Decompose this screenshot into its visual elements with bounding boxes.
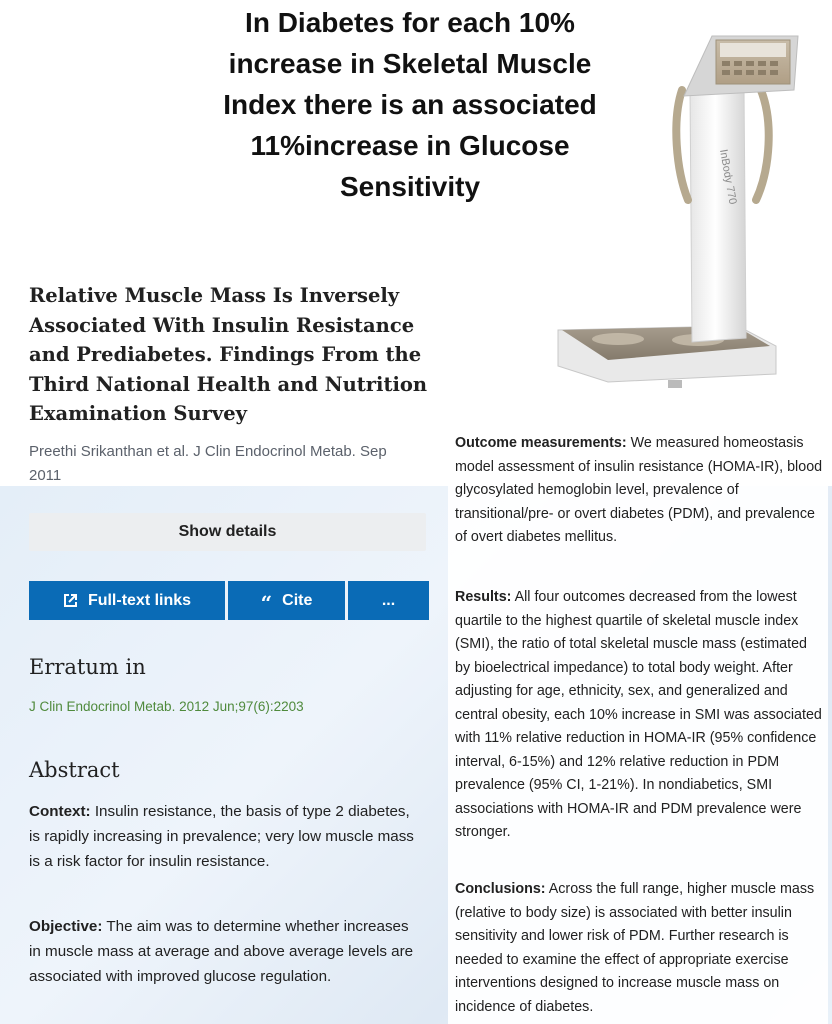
headline: In Diabetes for each 10% increase in Skeletal Muscle Index there is an associated 11%increase in Glucose Sensitivity xyxy=(223,7,597,202)
context-label: Context: xyxy=(29,803,91,820)
conclusions-text: Across the full range, higher muscle mass (relative to body size) is associated with better insulin sensitivity and lower risk of PDM. Further research is needed to examine the effect of appropriate exercise interventions designed to increase muscle mass on incidence of diabetes. xyxy=(455,881,815,1015)
action-buttons xyxy=(29,581,429,620)
body-composition-analyzer-image xyxy=(548,30,808,410)
abstract-results xyxy=(455,586,825,845)
outcome-label: Outcome measurements: xyxy=(455,435,627,451)
objective-text: The aim was to determine whether increases in muscle mass at average and above average levels are associated with improved glucose regulation. xyxy=(29,918,414,985)
conclusions-label: Conclusions: xyxy=(455,881,546,897)
abstract-conclusions xyxy=(455,878,825,1019)
abstract-context xyxy=(29,799,419,874)
device-brand-label: InBody 770 xyxy=(717,148,739,206)
erratum-link[interactable]: J Clin Endocrinol Metab. 2012 Jun;97(6):2203 xyxy=(29,699,304,714)
article-card xyxy=(8,0,436,1024)
results-text: All four outcomes decreased from the lowest quartile to the highest quartile of skeletal muscle index (SMI), the ratio of total skeletal muscle mass (estimated by bioelectrical impedance) to total body weight. After adjusting for age, ethnicity, sex, and generalized and central obesity, each 10% increase in SMI was associated with 11% relative reduction in HOMA-IR (95% confidence interval, 6-15%) and 12% relative reduction in PDM prevalence (95% CI, 1-21%). In nondiabetics, SMI associations with HOMA-IR and PDM prevalence were stronger. xyxy=(455,589,822,840)
full-text-links-label: Full-text links xyxy=(87,591,192,609)
article-title: Relative Muscle Mass Is Inversely Associated With Insulin Resistance and Prediabetes. Findings From the Third National Health and Nutrition Examination Survey xyxy=(29,284,428,425)
objective-label: Objective: xyxy=(29,918,103,935)
abstract-heading: Abstract xyxy=(29,758,120,782)
show-details-button[interactable]: Show details xyxy=(29,513,426,551)
abstract-objective xyxy=(29,914,419,989)
abstract-continued xyxy=(448,430,828,1024)
full-text-links-button[interactable] xyxy=(29,581,225,620)
more-options-button[interactable]: ... xyxy=(348,581,429,620)
cite-button[interactable] xyxy=(228,581,345,620)
results-label: Results: xyxy=(455,589,512,605)
cite-label: Cite xyxy=(282,591,313,609)
context-text: Insulin resistance, the basis of type 2 diabetes, is rapidly increasing in prevalence; very low muscle mass is a risk factor for insulin resistance. xyxy=(29,803,414,870)
erratum-heading: Erratum in xyxy=(29,655,146,679)
external-link-icon xyxy=(63,593,78,608)
abstract-outcome xyxy=(455,432,825,550)
article-citation: Preethi Srikanthan et al. J Clin Endocrinol Metab. Sep 2011 xyxy=(29,443,387,484)
quote-icon: “ xyxy=(260,590,273,615)
outcome-text: We measured homeostasis model assessment of insulin resistance (HOMA-IR), blood glycosylated hemoglobin level, prevalence of transitional/pre- or overt diabetes (PDM), and prevalence of overt diabetes mellitus. xyxy=(455,435,823,545)
